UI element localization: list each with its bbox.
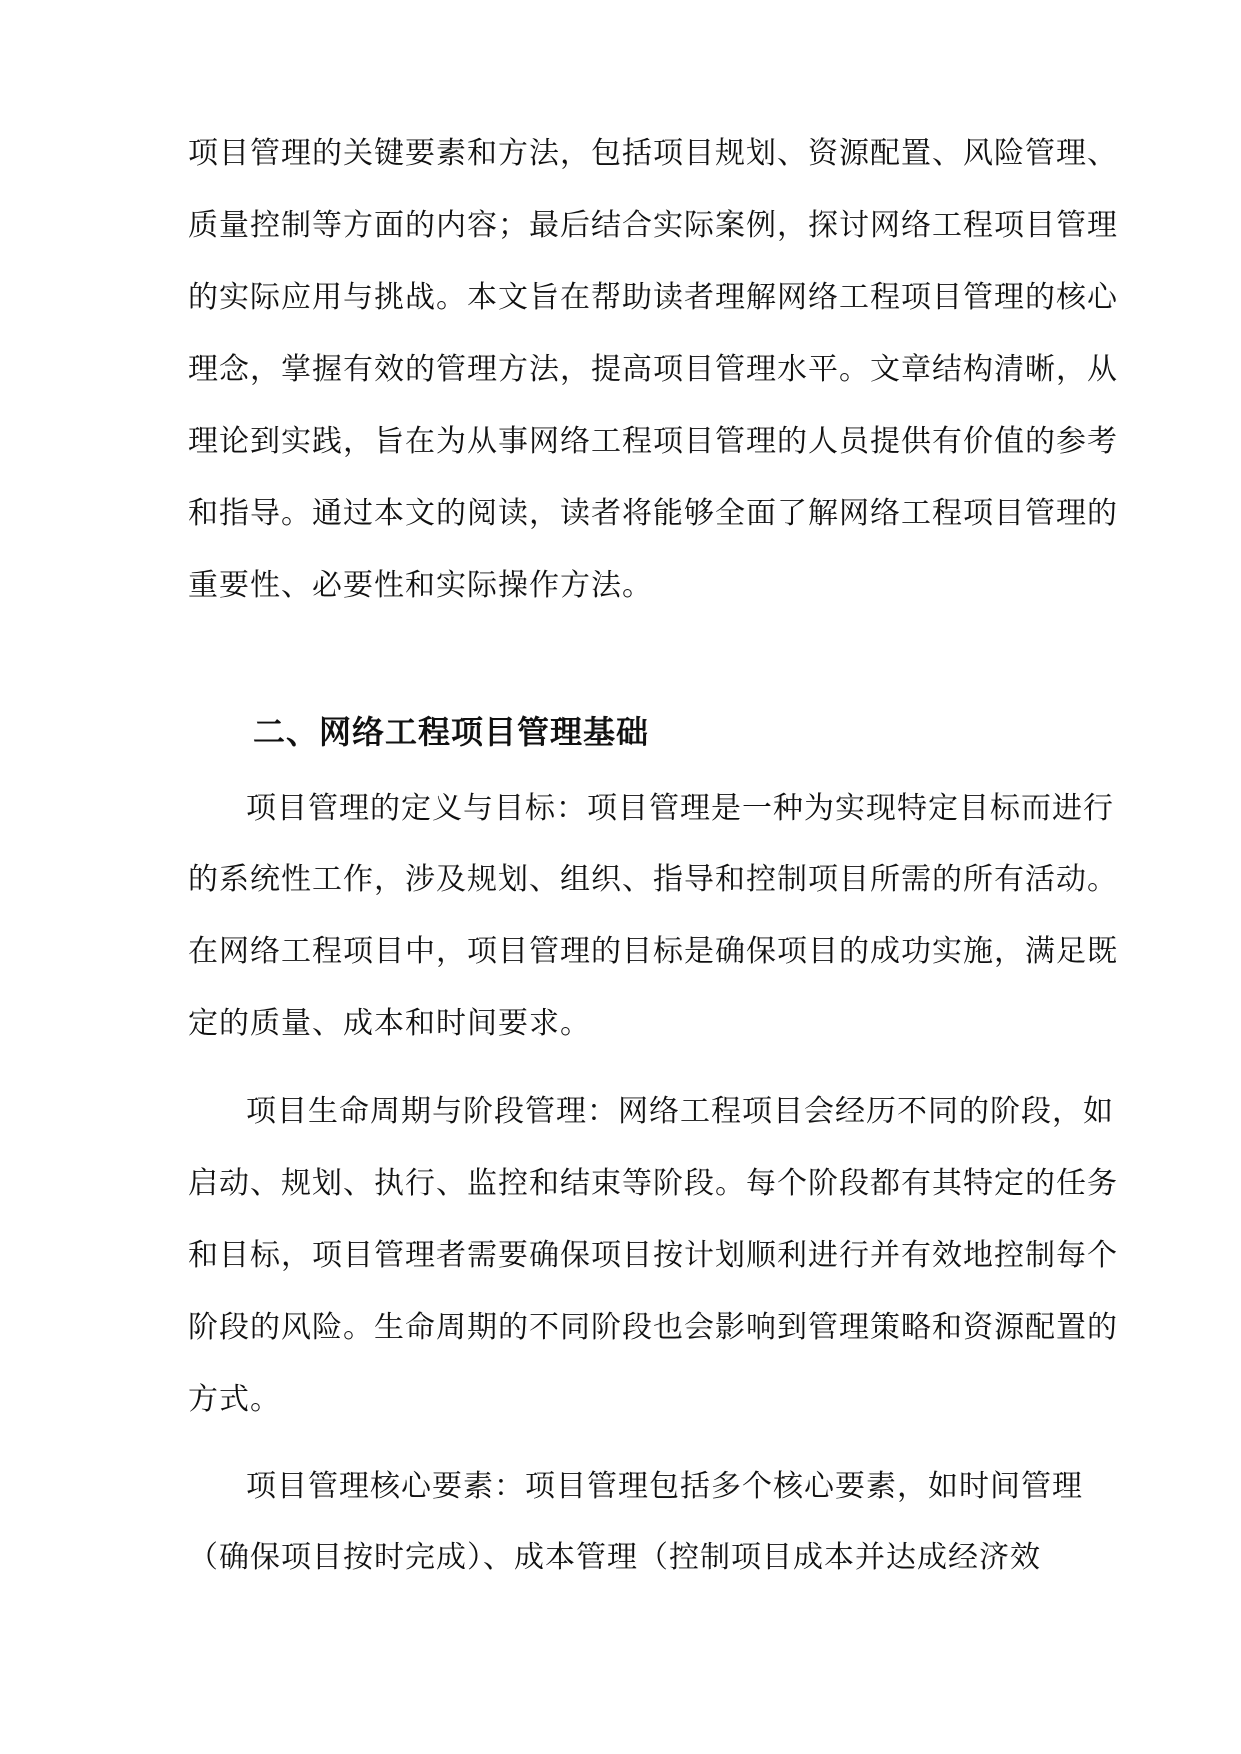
text-line: 的实际应用与挑战。本文旨在帮助读者理解网络工程项目管理的核心 <box>188 280 1118 315</box>
text-line: 项目生命周期与阶段管理：网络工程项目会经历不同的阶段，如 <box>246 1094 1114 1129</box>
text-line: 的系统性工作，涉及规划、组织、指导和控制项目所需的所有活动。 <box>188 862 1118 897</box>
text-line: 定的质量、成本和时间要求。 <box>188 1006 591 1041</box>
text-line: 启动、规划、执行、监控和结束等阶段。每个阶段都有其特定的任务 <box>188 1166 1118 1201</box>
text-line: 方式。 <box>188 1382 281 1417</box>
text-line: 重要性、必要性和实际操作方法。 <box>188 568 653 603</box>
text-line: 和指导。通过本文的阅读，读者将能够全面了解网络工程项目管理的 <box>188 496 1118 531</box>
text-line: 项目管理核心要素：项目管理包括多个核心要素，如时间管理 <box>246 1469 1083 1504</box>
text-line: 在网络工程项目中，项目管理的目标是确保项目的成功实施，满足既 <box>188 934 1118 969</box>
text-line: 阶段的风险。生命周期的不同阶段也会影响到管理策略和资源配置的 <box>188 1310 1118 1345</box>
text-line: 理论到实践，旨在为从事网络工程项目管理的人员提供有价值的参考 <box>188 424 1118 459</box>
text-line: 和目标，项目管理者需要确保项目按计划顺利进行并有效地控制每个 <box>188 1238 1118 1273</box>
text-line: 项目管理的定义与目标：项目管理是一种为实现特定目标而进行 <box>246 791 1114 826</box>
text-line: 质量控制等方面的内容；最后结合实际案例，探讨网络工程项目管理 <box>188 208 1118 243</box>
section-heading: 二、网络工程项目管理基础 <box>253 713 650 751</box>
text-line: 理念，掌握有效的管理方法，提高项目管理水平。文章结构清晰，从 <box>188 352 1118 387</box>
text-line: （确保项目按时完成）、成本管理（控制项目成本并达成经济效 <box>188 1540 1041 1575</box>
text-line: 项目管理的关键要素和方法，包括项目规划、资源配置、风险管理、 <box>188 136 1118 171</box>
